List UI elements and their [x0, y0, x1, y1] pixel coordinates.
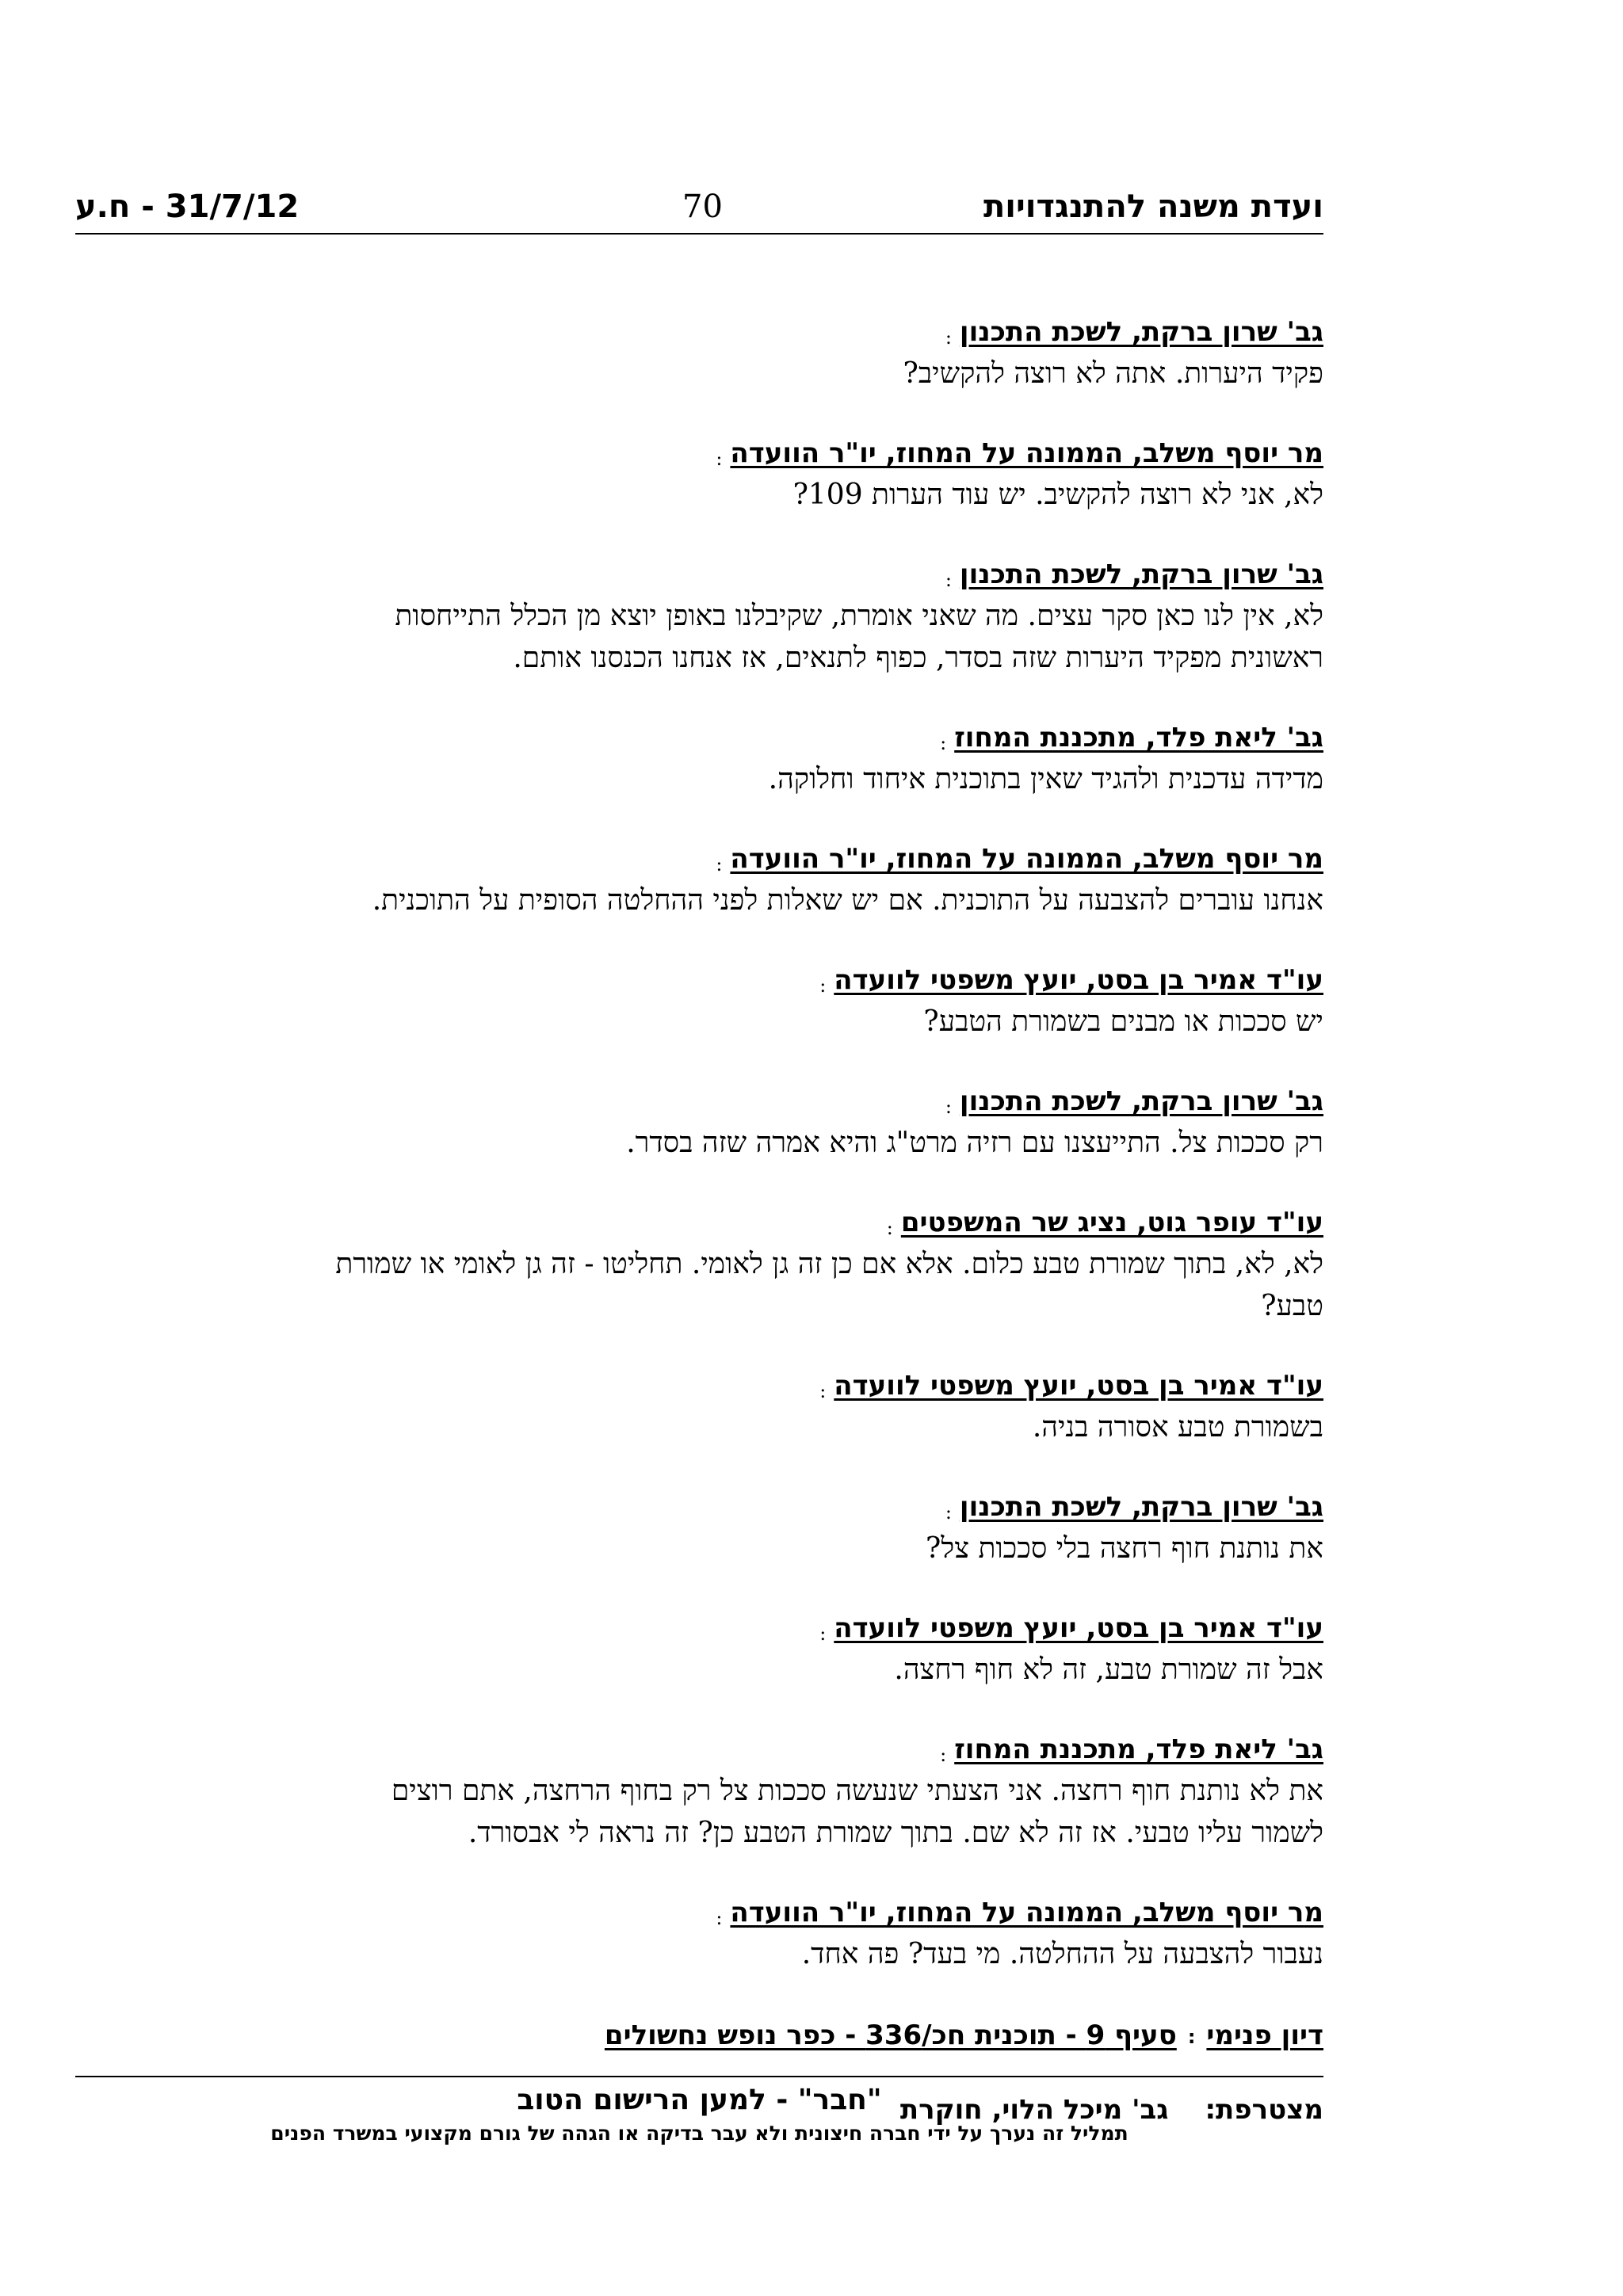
speaker-colon: :	[886, 1216, 893, 1239]
discussion-label: דיון פנימי	[1206, 2019, 1323, 2051]
transcript-date: 31/7/12 - ח.ע	[75, 189, 300, 225]
speech-line: רק סככות צל. התייעצנו עם רזיה מרט"ג והיא אמרה שזה בסדר.	[626, 1127, 1323, 1159]
transcript-body	[75, 311, 1323, 2132]
speaker-turn	[75, 311, 1323, 395]
speaker-colon: :	[945, 1501, 952, 1524]
speaker-turn	[75, 959, 1323, 1043]
speaker-name: גב' שרון ברקת, לשכת התכנון	[959, 1491, 1323, 1523]
speaker-name: גב' ליאת פלד, מתכננת המחוז	[954, 1733, 1323, 1765]
speech-line: את נותנת חוף רחצה בלי סככות צל?	[926, 1532, 1323, 1565]
speaker-colon: :	[945, 1095, 952, 1118]
speaker-turn	[75, 717, 1323, 800]
speech-line: אבל זה שמורת טבע, זה לא חוף רחצה.	[894, 1653, 1323, 1686]
committee-name: ועדת משנה להתנגדויות	[983, 189, 1323, 225]
speaker-name: מר יוסף משלב, הממונה על המחוז, יו"ר הוועדה	[730, 1897, 1323, 1928]
speaker-colon: :	[940, 731, 947, 754]
speaker-heading	[75, 554, 1323, 595]
speaker-turn	[75, 1081, 1323, 1164]
speech-line: טבע?	[1261, 1290, 1323, 1322]
speaker-colon: :	[945, 326, 952, 349]
speaker-turn	[75, 1608, 1323, 1691]
speech-line: נעבור להצבעה על ההחלטה. מי בעד? פה אחד.	[801, 1938, 1323, 1970]
speaker-heading	[75, 1486, 1323, 1527]
speaker-name: עו"ד אמיר בן בסט, יועץ משפטי לוועדה	[834, 964, 1323, 996]
speaker-turn	[75, 1486, 1323, 1569]
speaker-heading	[75, 1608, 1323, 1649]
speaker-name: עו"ד אמיר בן בסט, יועץ משפטי לוועדה	[834, 1612, 1323, 1644]
speaker-colon: :	[940, 1743, 947, 1766]
speaker-name: עו"ד אמיר בן בסט, יועץ משפטי לוועדה	[834, 1370, 1323, 1402]
speech-line: לא, אני לא רוצה להקשיב. יש עוד הערות 109?	[792, 479, 1323, 511]
speaker-name: מר יוסף משלב, הממונה על המחוז, יו"ר הוועדה	[730, 843, 1323, 875]
speaker-heading	[75, 1081, 1323, 1122]
footer-disclaimer: תמליל זה נערך על ידי חברה חיצונית ולא עבר בדיקה או הגהה של גורם מקצועי במשרד הפנים	[270, 2122, 1128, 2145]
speaker-name: גב' שרון ברקת, לשכת התכנון	[959, 316, 1323, 348]
speaker-name: מר יוסף משלב, הממונה על המחוז, יו"ר הוועדה	[730, 437, 1323, 469]
speech-line: את לא נותנת חוף רחצה. אני הצעתי שנעשה סככות צל רק בחוף הרחצה, אתם רוצים	[391, 1775, 1323, 1807]
speaker-turn	[75, 433, 1323, 516]
speaker-heading	[75, 1729, 1323, 1770]
speaker-heading	[75, 1365, 1323, 1406]
discussion-title: סעיף 9 - תוכנית חכ/336 - כפר נופש נחשולים	[604, 2019, 1177, 2051]
speaker-turn	[75, 1202, 1323, 1327]
speaker-name: גב' ליאת פלד, מתכננת המחוז	[954, 722, 1323, 753]
speaker-colon: :	[716, 852, 723, 875]
speech-line: מדידה עדכנית ולהגיד שאין בתוכנית איחוד וחלוקה.	[768, 763, 1323, 795]
speaker-colon: :	[819, 1379, 827, 1402]
speaker-name: עו"ד עופר גוט, נציג שר המשפטים	[900, 1207, 1323, 1238]
speaker-name: גב' שרון ברקת, לשכת התכנון	[959, 559, 1323, 590]
footer-title: "חבר" - למען הרישום הטוב	[517, 2084, 882, 2116]
joined-label: מצטרפת:	[1205, 2093, 1323, 2126]
speaker-turn	[75, 1365, 1323, 1448]
speaker-heading	[75, 717, 1323, 758]
speaker-heading	[75, 838, 1323, 879]
speaker-heading	[75, 1892, 1323, 1933]
speaker-colon: :	[819, 974, 827, 997]
speaker-name: גב' שרון ברקת, לשכת התכנון	[959, 1085, 1323, 1117]
speech-line: לא, לא, בתוך שמורת טבע כלום. אלא אם כן זה גן לאומי. תחליטו - זה גן לאומי או שמורת	[335, 1248, 1323, 1280]
speaker-colon: :	[945, 568, 952, 591]
internal-discussion-heading	[75, 2013, 1323, 2059]
speech-line: בשמורת טבע אסורה בניה.	[1032, 1411, 1323, 1444]
speech-line: פקיד היערות. אתה לא רוצה להקשיב?	[903, 357, 1323, 390]
speaker-turn	[75, 554, 1323, 679]
page-number: 70	[682, 189, 723, 225]
page-header	[75, 189, 1323, 235]
speaker-turn	[75, 1892, 1323, 1975]
footer-divider	[75, 2076, 1323, 2077]
speaker-heading	[75, 433, 1323, 474]
speaker-colon: :	[819, 1622, 827, 1645]
speaker-turn	[75, 1729, 1323, 1854]
speaker-turns	[75, 311, 1323, 1975]
speech-line: אנחנו עוברים להצבעה על התוכנית. אם יש שאלות לפני ההחלטה הסופית על התוכנית.	[372, 884, 1323, 917]
speaker-heading	[75, 1202, 1323, 1243]
speech-line: לשמור עליו טבעי. אז זה לא שם. בתוך שמורת הטבע כן? זה נראה לי אבסורד.	[468, 1817, 1323, 1849]
speaker-turn	[75, 838, 1323, 921]
speaker-colon: :	[716, 447, 723, 470]
discussion-colon: :	[1187, 2025, 1196, 2048]
speaker-colon: :	[716, 1906, 723, 1929]
speaker-heading	[75, 959, 1323, 1001]
joined-name: גב' מיכל הלוי, חוקרת	[899, 2093, 1169, 2126]
speech-line: יש סככות או מבנים בשמורת הטבע?	[923, 1005, 1323, 1038]
speaker-heading	[75, 311, 1323, 353]
speech-line: ראשונית מפקיד היערות שזה בסדר, כפוף לתנאים, אז אנחנו הכנסנו אותם.	[513, 642, 1323, 674]
speech-line: לא, אין לנו כאן סקר עצים. מה שאני אומרת, שקיבלנו באופן יוצא מן הכלל התייחסות	[395, 600, 1323, 632]
